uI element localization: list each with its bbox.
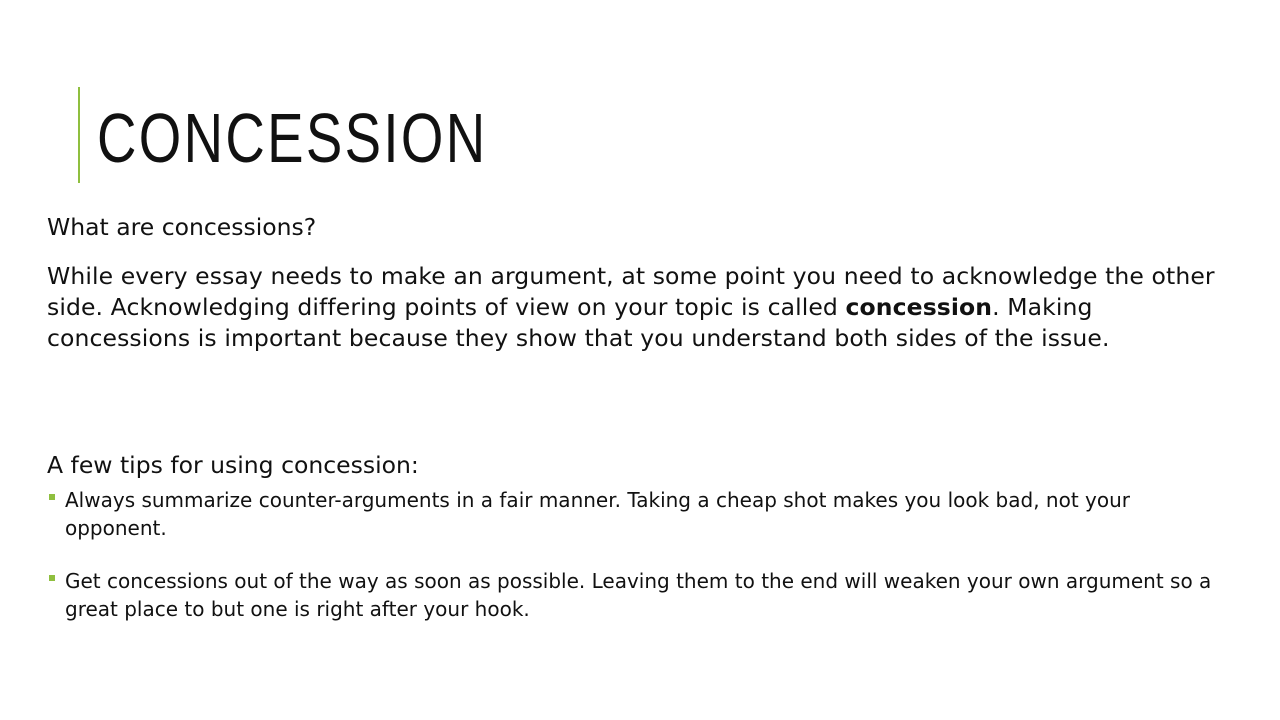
slide-title: CONCESSION (97, 99, 488, 177)
title-accent-bar (78, 87, 80, 183)
body-paragraph (47, 261, 1237, 354)
tips-heading: A few tips for using concession: (47, 451, 419, 479)
tip-text: Get concessions out of the way as soon as possible. Leaving them to the end will weaken your own argument so a great place to but one is right after your hook. (65, 569, 1212, 621)
body-paragraph-bold-term: concession (845, 293, 993, 321)
square-bullet-icon (49, 575, 55, 581)
tip-text: Always summarize counter-arguments in a fair manner. Taking a cheap shot makes you look bad, not your opponent. (65, 488, 1130, 540)
question-text: What are concessions? (47, 213, 317, 241)
square-bullet-icon (49, 494, 55, 500)
tip-item (47, 486, 1237, 542)
tips-list (47, 486, 1237, 623)
body-paragraph-text-before: While every essay needs to make an argument, at some point you need to acknowledge the other side. Acknowledging differing points of view on your topic is called (47, 262, 1215, 321)
body-paragraph-text-after: . Making concessions is important because they show that you understand both sides of the issue. (47, 293, 1110, 352)
tip-item (47, 567, 1237, 623)
